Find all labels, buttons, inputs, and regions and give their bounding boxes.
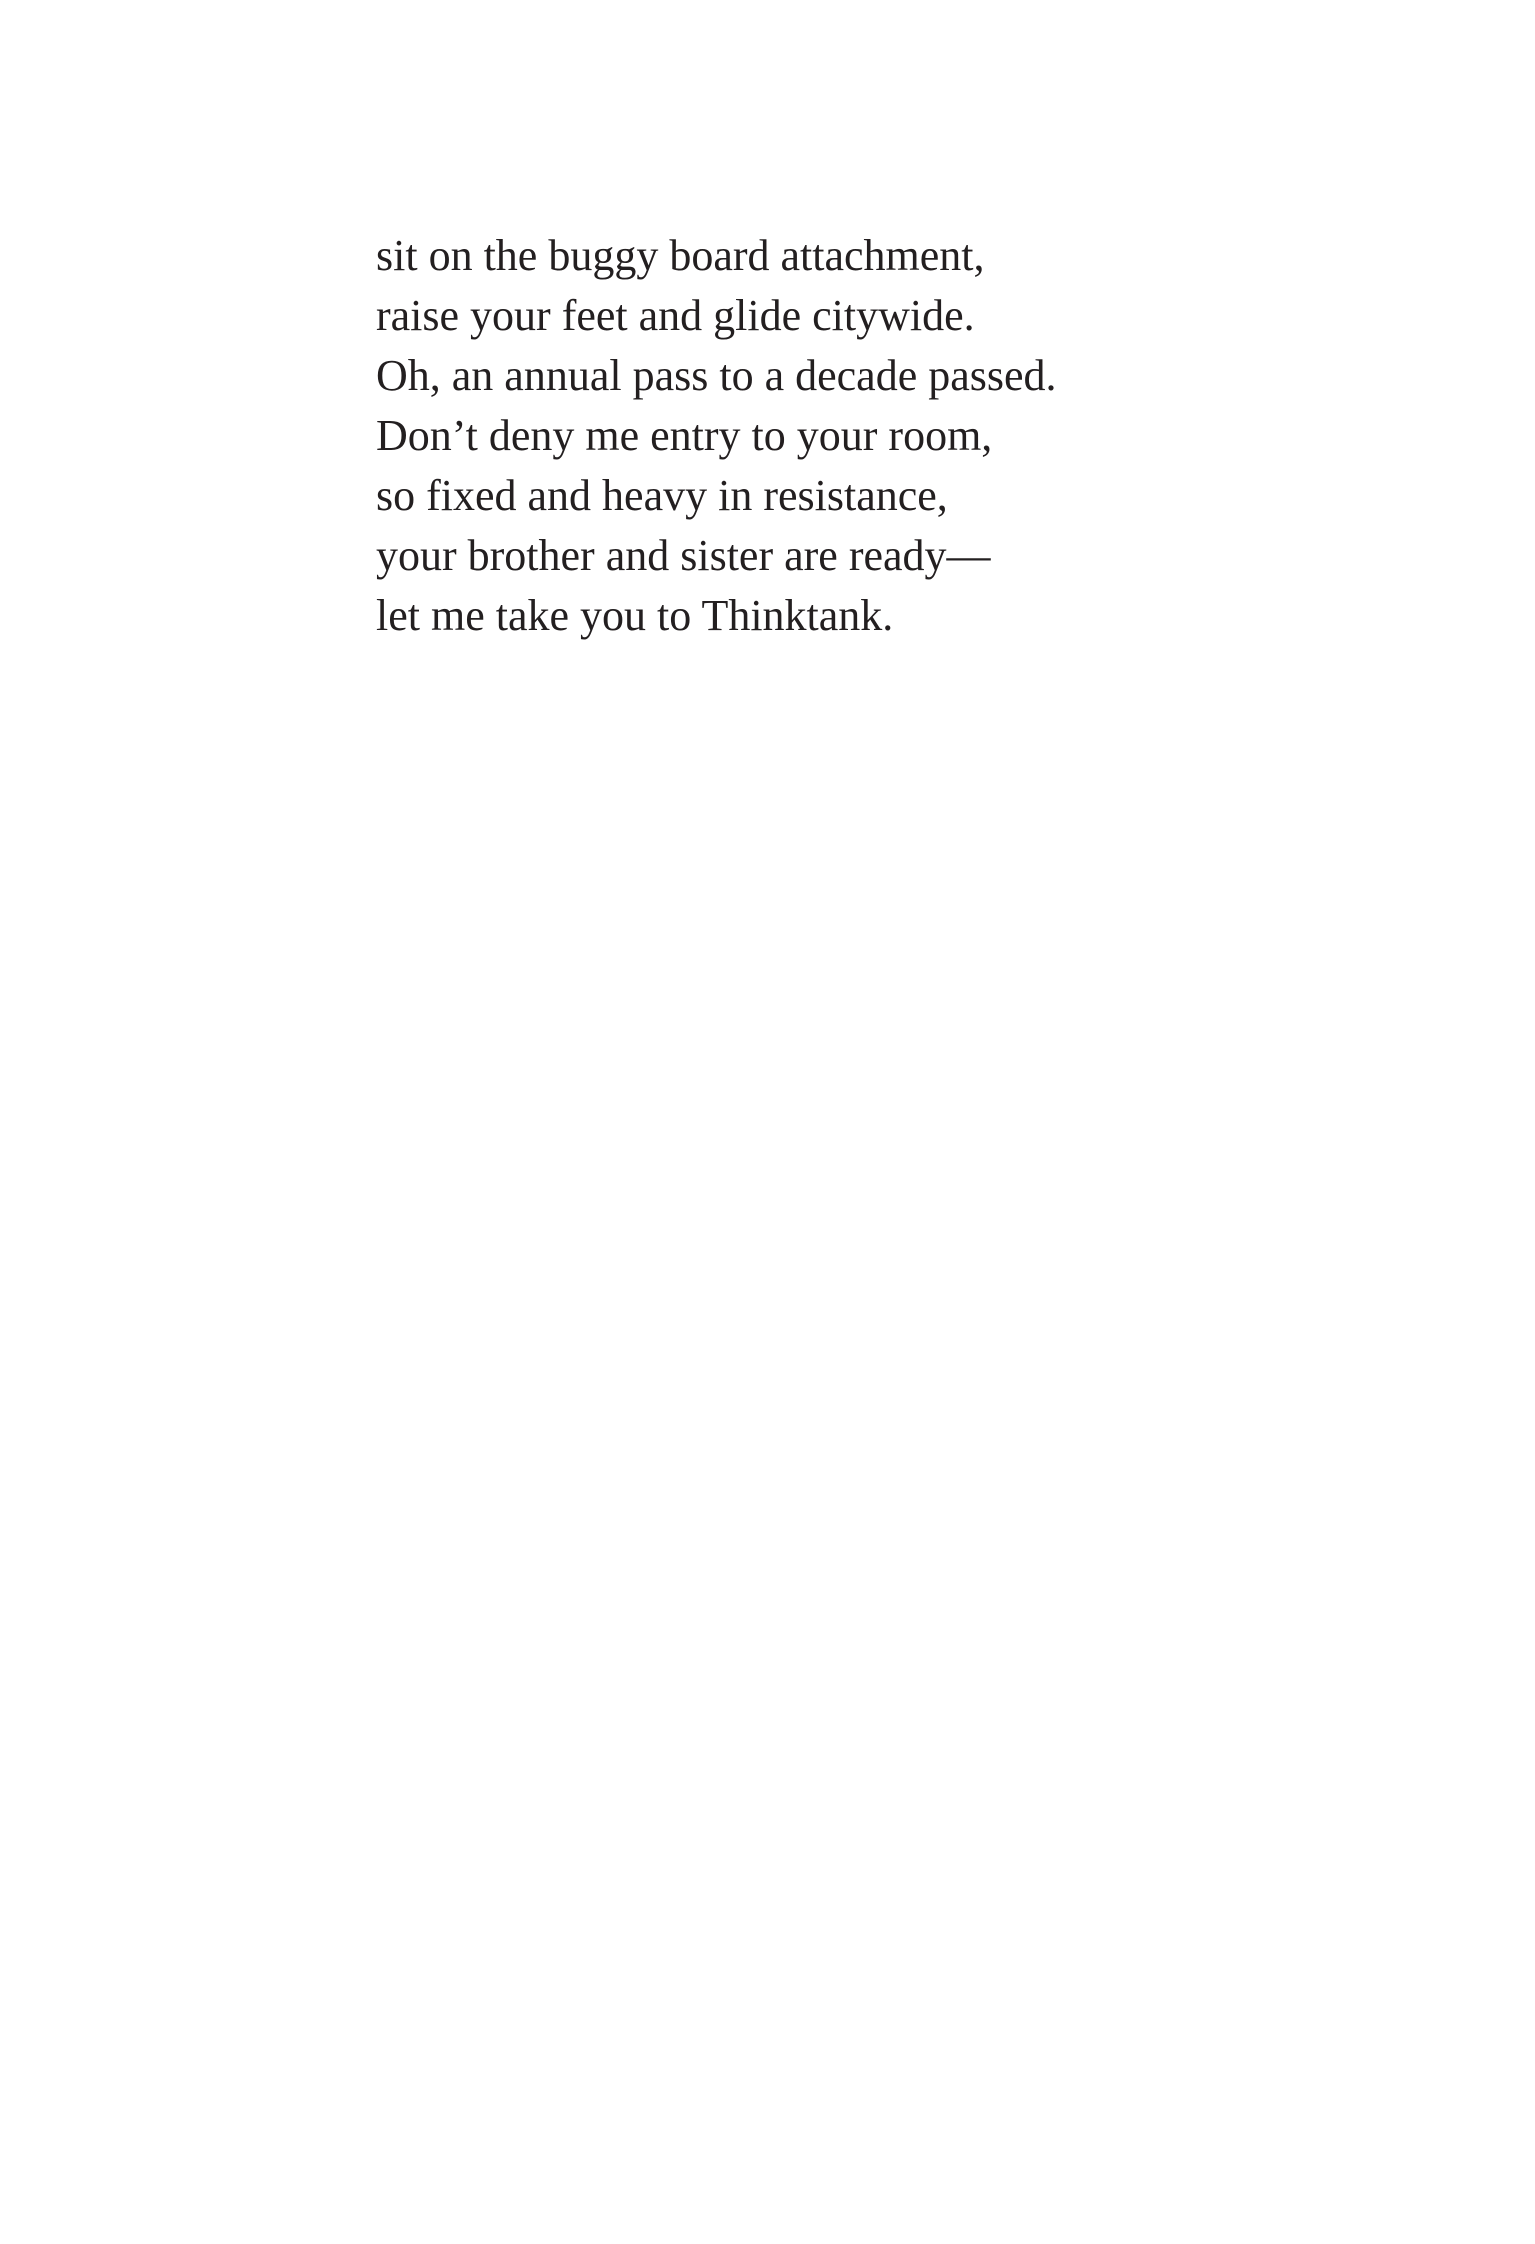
poem-line: Oh, an annual pass to a decade passed.	[376, 351, 1057, 400]
poem-line: sit on the buggy board attachment,	[376, 231, 985, 280]
poem-stanza	[376, 226, 1057, 646]
poem-line: raise your feet and glide citywide.	[376, 291, 975, 340]
poem-line: your brother and sister are ready—	[376, 531, 991, 580]
poem-line: Don’t deny me entry to your room,	[376, 411, 993, 460]
poem-line: let me take you to Thinktank.	[376, 591, 894, 640]
poem-line: so fixed and heavy in resistance,	[376, 471, 948, 520]
